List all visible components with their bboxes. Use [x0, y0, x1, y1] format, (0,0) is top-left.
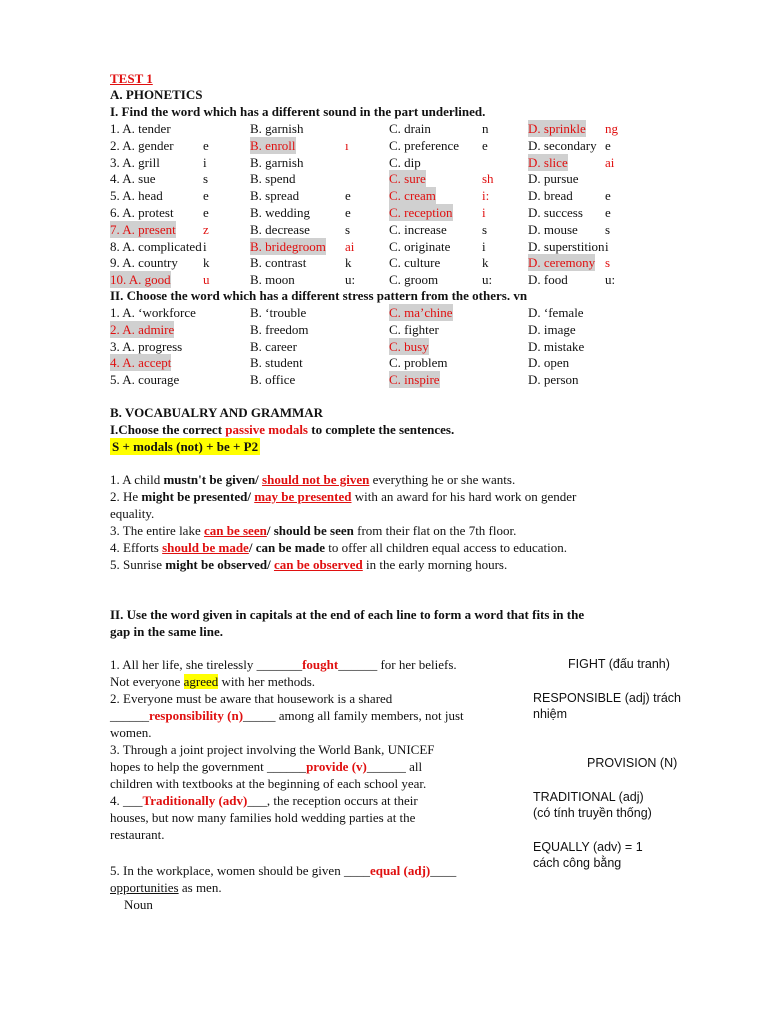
modal-sentence-2-a: 2. He	[110, 489, 142, 504]
phonetics-row-5-option-b: B. spread	[250, 188, 300, 204]
phonetics-row-10-option-c: C. groom	[389, 272, 439, 288]
modal-sentence-2-c: with an award for his hard work on gender	[351, 489, 577, 504]
q2-text-b: _____ among all family members, not just	[243, 708, 464, 723]
phonetics-row-8-sound-b: ai	[345, 238, 355, 254]
modal-sentence-2-b: might be presented/	[141, 489, 255, 504]
question-5-line-1	[110, 862, 456, 879]
q1-answer: fought	[302, 657, 339, 672]
phonetics-row-3-option-c: C. dip	[389, 154, 421, 170]
phonetics-row-3-option-d: D. slice	[528, 154, 568, 170]
phonetics-row-3-option-a: 3. A. grill	[110, 154, 160, 170]
phonetics-row-7-sound-a: z	[203, 221, 209, 237]
stress-row-5-option-a: 5. A. courage	[110, 372, 180, 388]
stress-row-4-option-b: B. student	[250, 355, 303, 371]
vocab-i-keyword: passive modals	[225, 422, 308, 437]
phonetics-row-4-option-d: D. pursue	[528, 171, 579, 187]
phonetics-row-9-option-b: B. contrast	[250, 255, 307, 271]
question-5-line-3: Noun	[124, 897, 153, 912]
phonetics-row-4-option-c: C. sure	[389, 171, 426, 187]
phonetics-row-10-option-b: B. moon	[250, 272, 295, 288]
phonetics-row-3-option-b: B. garnish	[250, 154, 304, 170]
modal-sentence-1-c: everything he or she wants.	[369, 472, 516, 487]
cue-1: FIGHT (đấu tranh)	[568, 657, 670, 671]
phonetics-row-9-sound-b: k	[345, 255, 352, 271]
modal-sentence-1-a: 1. A child	[110, 472, 164, 487]
modal-sentence-3-r: can be seen	[203, 523, 267, 538]
modal-sentence-5	[110, 556, 507, 573]
modal-sentence-2	[110, 488, 576, 505]
vocab-i-post: to complete the sentences.	[308, 422, 455, 437]
phonetics-row-8-option-d: D. superstition	[528, 238, 605, 254]
phonetics-row-10-option-a: 10. A. good	[110, 272, 171, 288]
phonetics-row-2-sound-b: ı	[345, 137, 349, 153]
modal-sentence-3-r-after: / should be seen	[266, 523, 354, 538]
phonetics-row-8-sound-c: i	[482, 238, 486, 254]
modal-sentence-3-a: 3. The entire lake	[110, 523, 204, 538]
phonetics-row-6-option-b: B. wedding	[250, 205, 310, 220]
phonetics-row-1-option-c: C. drain	[389, 121, 431, 136]
stress-row-4-option-c: C. problem	[389, 355, 448, 371]
modal-sentence-1-r: should not be given	[262, 472, 370, 487]
cue-3: PROVISION (N)	[587, 756, 678, 770]
modal-sentence-1-b: mustn't be given/	[163, 472, 263, 487]
phonetics-row-10-sound-d: u:	[605, 272, 616, 288]
modal-sentence-5-b: might be observed/	[165, 557, 274, 572]
phonetics-row-10-sound-a: u	[203, 272, 210, 288]
phonetics-row-2-option-c: C. preference	[389, 137, 460, 153]
part-ii-instruction: II. Choose the word which has a different stress pattern from the others. vn	[110, 288, 528, 303]
q3-text-b: ______ all	[366, 759, 423, 774]
phonetics-row-9-sound-a: k	[203, 255, 210, 271]
q3-text-a: hopes to help the government ______	[110, 759, 307, 774]
phonetics-row-4-option-b: B. spend	[250, 171, 296, 187]
phonetics-row-1-sound-d: ng	[605, 121, 618, 136]
section-b-title: B. VOCABUALRY AND GRAMMAR	[110, 405, 324, 420]
phonetics-row-10-option-d: D. food	[528, 272, 568, 288]
stress-row-2-option-a: 2. A. admire	[110, 321, 175, 337]
part-ii-2-line-2: gap in the same line.	[110, 624, 224, 639]
phonetics-row-3-sound-d: ai	[605, 154, 615, 170]
phonetics-row-3-sound-a: i	[203, 154, 207, 170]
phonetics-row-10-sound-b: u:	[345, 272, 356, 288]
stress-row-4-option-d: D. open	[528, 355, 570, 371]
q1-line2-b: with her methods.	[218, 674, 316, 689]
phonetics-row-2-option-d: D. secondary	[528, 137, 597, 153]
stress-row-3-option-c: C. busy	[389, 338, 429, 354]
test-title: TEST 1	[110, 71, 153, 86]
q4-blank-a: 4. ___	[110, 793, 143, 808]
modal-sentence-1	[110, 471, 515, 488]
modal-sentence-5-r: can be observed	[273, 557, 363, 572]
question-4-line-1	[110, 792, 418, 809]
formula: S + modals (not) + be + P2	[112, 439, 259, 454]
phonetics-row-8-option-c: C. originate	[389, 238, 451, 254]
phonetics-row-5-sound-b: e	[345, 188, 351, 204]
modal-sentence-2-r: may be presented	[254, 489, 352, 504]
q5-blank-b: ____	[430, 863, 457, 878]
phonetics-row-9-sound-c: k	[482, 255, 489, 271]
phonetics-row-7-sound-c: s	[482, 221, 488, 237]
phonetics-row-9-option-c: C. culture	[389, 255, 441, 271]
phonetics-row-6-sound-d: e	[605, 205, 611, 220]
cue-4-line-1: TRADITIONAL (adj)	[533, 790, 644, 804]
q1-text-b: ______ for her beliefs.	[338, 657, 457, 672]
question-1-line-1	[110, 656, 457, 673]
q2-answer: responsibility (n)	[149, 708, 244, 723]
stress-row-5-option-c: C. inspire	[389, 372, 440, 388]
phonetics-row-4-sound-c: sh	[482, 171, 494, 187]
stress-row-1-option-b: B. ‘trouble	[250, 305, 307, 320]
question-4-line-3: restaurant.	[110, 827, 165, 842]
q5-line2-b: as men.	[178, 880, 222, 895]
phonetics-row-5-sound-c: i:	[482, 188, 490, 204]
phonetics-row-2-option-b: B. enroll	[250, 137, 296, 153]
modal-sentence-4	[110, 539, 567, 556]
phonetics-row-1-option-d: D. sprinkle	[528, 121, 586, 136]
stress-row-3-option-a: 3. A. progress	[110, 338, 183, 354]
q5-underlined-word: opportunities	[110, 880, 179, 895]
phonetics-row-6-option-c: C. reception	[389, 205, 453, 220]
question-4-line-2: houses, but now many families hold wedding parties at the	[110, 810, 416, 825]
phonetics-row-7-option-b: B. decrease	[250, 221, 310, 237]
vocab-i-pre: I.Choose the correct	[110, 422, 226, 437]
phonetics-row-8-option-a: 8. A. complicated	[110, 238, 202, 254]
cue-5-line-2: cách công bằng	[533, 856, 622, 870]
phonetics-row-6-option-d: D. success	[528, 205, 583, 220]
question-5-line-2	[110, 879, 222, 896]
q4-answer: Traditionally (adv)	[142, 793, 248, 808]
modal-sentence-4-a: 4. Efforts	[110, 540, 163, 555]
phonetics-row-4-sound-a: s	[203, 171, 209, 187]
phonetics-row-5-option-c: C. cream	[389, 188, 436, 204]
stress-row-5-option-d: D. person	[528, 372, 579, 388]
q5-text-a: 5. In the workplace, women should be given ____	[110, 863, 370, 878]
question-3-line-2	[110, 758, 422, 775]
q1-line2-a: Not everyone	[110, 674, 184, 689]
phonetics-row-4-option-a: 4. A. sue	[110, 171, 156, 187]
question-2-line-1: 2. Everyone must be aware that housework is a shared	[110, 691, 393, 706]
stress-row-1-option-c: C. ma’chine	[389, 305, 453, 320]
modal-sentence-5-c: in the early morning hours.	[362, 557, 508, 572]
phonetics-row-7-sound-d: s	[605, 221, 611, 237]
stress-row-2-option-d: D. image	[528, 321, 576, 337]
q4-text-b: ___, the reception occurs at their	[247, 793, 418, 808]
phonetics-row-7-sound-b: s	[345, 221, 351, 237]
modal-continuation: equality.	[110, 506, 155, 521]
phonetics-row-8-sound-a: i	[203, 238, 207, 254]
question-2-line-2	[110, 707, 464, 724]
phonetics-row-8-sound-d: i	[605, 238, 609, 254]
part-i-instruction: I. Find the word which has a different sound in the part underlined.	[110, 104, 486, 119]
part-ii-2-line-1: II. Use the word given in capitals at the end of each line to form a word that fits in the	[110, 607, 585, 622]
stress-row-2-option-c: C. fighter	[389, 321, 439, 337]
phonetics-row-6-option-a: 6. A. protest	[110, 205, 174, 220]
question-3-line-1: 3. Through a joint project involving the World Bank, UNICEF	[110, 742, 435, 757]
phonetics-row-5-option-a: 5. A. head	[110, 188, 163, 204]
q3-answer: provide (v)	[306, 759, 367, 774]
question-1-line-2	[110, 673, 315, 690]
phonetics-row-5-option-d: D. bread	[528, 188, 573, 204]
phonetics-row-2-sound-c: e	[482, 137, 488, 153]
vocab-i-instruction	[110, 421, 454, 438]
q1-text-a: 1. All her life, she tirelessly _______	[110, 657, 303, 672]
phonetics-row-10-sound-c: u:	[482, 272, 493, 288]
phonetics-row-7-option-a: 7. A. present	[110, 221, 176, 237]
stress-row-3-option-d: D. mistake	[528, 338, 585, 354]
cue-5-line-1: EQUALLY (adv) = 1	[533, 840, 643, 854]
phonetics-row-7-option-d: D. mouse	[528, 221, 578, 237]
phonetics-row-9-option-d: D. ceremony	[528, 255, 596, 271]
phonetics-row-2-sound-d: e	[605, 137, 611, 153]
cue-4-line-2: (có tính truyền thống)	[533, 806, 652, 820]
phonetics-row-9-sound-d: s	[605, 255, 611, 271]
stress-row-5-option-b: B. office	[250, 372, 296, 388]
phonetics-row-8-option-b: B. bridegroom	[250, 238, 326, 254]
modal-sentence-3	[110, 522, 516, 539]
stress-row-2-option-b: B. freedom	[250, 321, 309, 337]
stress-row-3-option-b: B. career	[250, 338, 297, 354]
modal-sentence-4-r-after: / can be made	[248, 540, 326, 555]
phonetics-row-2-sound-a: e	[203, 137, 209, 153]
phonetics-row-6-sound-a: e	[203, 205, 209, 220]
phonetics-row-9-option-a: 9. A. country	[110, 255, 178, 271]
phonetics-row-5-sound-a: e	[203, 188, 209, 204]
modal-sentence-3-c: from their flat on the 7th floor.	[353, 523, 517, 538]
stress-row-1-option-a: 1. A. ‘workforce	[110, 305, 196, 320]
modal-sentence-4-r: should be made	[162, 540, 249, 555]
q1-highlight: agreed	[183, 674, 219, 689]
phonetics-row-5-sound-d: e	[605, 188, 611, 204]
stress-row-4-option-a: 4. A. accept	[110, 355, 172, 371]
q2-blank-a: ______	[110, 708, 149, 723]
question-3-line-3: children with textbooks at the beginning of each school year.	[110, 776, 427, 791]
phonetics-row-6-sound-b: e	[345, 205, 351, 220]
phonetics-row-1-option-b: B. garnish	[250, 121, 304, 136]
modal-sentence-4-c: to offer all children equal access to education.	[325, 540, 567, 555]
cue-2-line-2: nhiệm	[533, 707, 568, 721]
phonetics-row-1-sound-c: n	[482, 121, 489, 136]
phonetics-row-2-option-a: 2. A. gender	[110, 137, 174, 153]
modal-sentence-5-a: 5. Sunrise	[110, 557, 166, 572]
cue-2-line-1: RESPONSIBLE (adj) trách	[533, 691, 681, 705]
section-a-title: A. PHONETICS	[110, 87, 203, 102]
question-2-line-3: women.	[110, 725, 152, 740]
phonetics-row-7-option-c: C. increase	[389, 221, 447, 237]
stress-row-1-option-d: D. ‘female	[528, 305, 584, 320]
phonetics-row-1-option-a: 1. A. tender	[110, 121, 171, 136]
phonetics-row-6-sound-c: i	[482, 205, 486, 220]
q5-answer: equal (adj)	[369, 863, 431, 878]
